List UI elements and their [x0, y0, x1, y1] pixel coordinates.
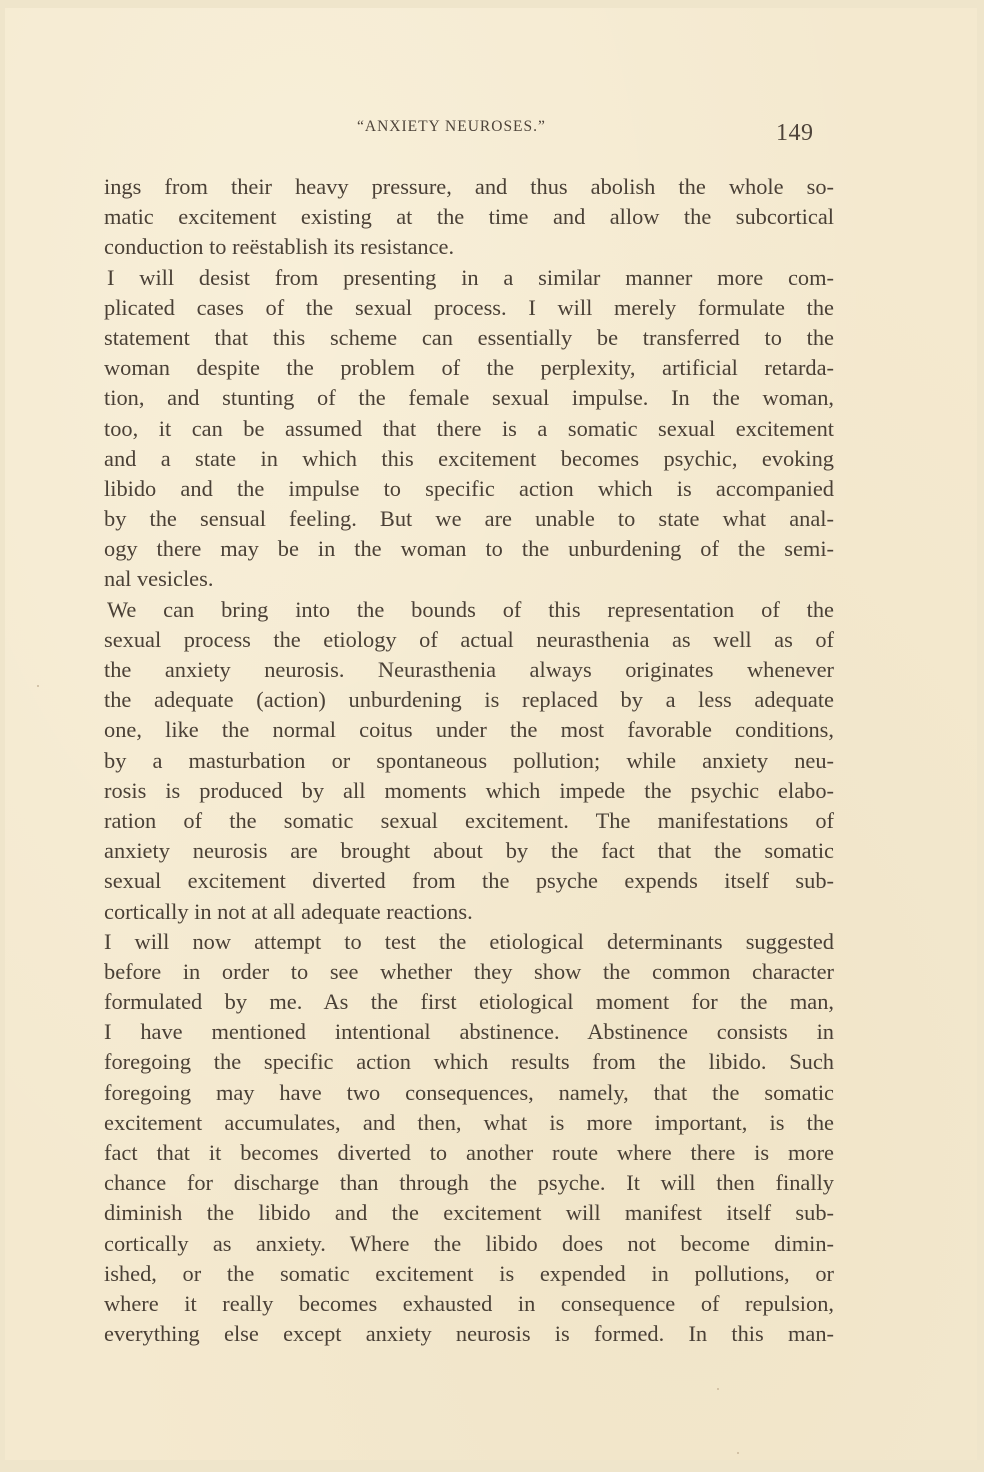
text-line: woman despite the problem of the perplexity, artificial retarda- — [104, 355, 834, 381]
text-line: nal vesicles. — [104, 566, 214, 592]
running-title: “ANXIETY NEUROSES.” — [357, 118, 546, 135]
paragraph-3 — [104, 595, 834, 927]
text-line: We can bring into the bounds of this representation of the — [107, 596, 834, 622]
text-line: sexual process the etiology of actual neurasthenia as well as of — [104, 626, 834, 652]
paper-speck — [37, 685, 39, 687]
text-line: everything else except anxiety neurosis is formed. In this man- — [104, 1321, 834, 1347]
text-line: plicated cases of the sexual process. I will merely formulate the — [104, 294, 834, 320]
text-line: the adequate (action) unburdening is replaced by a less adequate — [104, 687, 834, 713]
text-line: formulated by me. As the first etiological moment for the man, — [104, 989, 834, 1015]
text-line: I will now attempt to test the etiological determinants suggested — [104, 928, 834, 954]
paragraph-4 — [104, 927, 834, 1350]
text-line: tion, and stunting of the female sexual impulse. In the woman, — [104, 385, 834, 411]
text-line: where it really becomes exhausted in consequence of repulsion, — [104, 1290, 834, 1316]
text-line: I have mentioned intentional abstinence. Abstinence consists in — [104, 1019, 834, 1045]
paragraph-2 — [104, 263, 834, 595]
text-line: conduction to reëstablish its resistance. — [104, 234, 455, 260]
paragraph-1 — [104, 172, 834, 263]
text-line: sexual excitement diverted from the psyche expends itself sub- — [104, 868, 834, 894]
text-line: too, it can be assumed that there is a somatic sexual excitement — [104, 415, 834, 441]
text-line: cortically as anxiety. Where the libido does not become dimin- — [104, 1230, 834, 1256]
text-line: diminish the libido and the excitement will manifest itself sub- — [104, 1200, 834, 1226]
text-line: chance for discharge than through the psyche. It will then finally — [104, 1170, 834, 1196]
page-number: 149 — [776, 120, 814, 146]
text-line: ished, or the somatic excitement is expended in pollutions, or — [104, 1260, 834, 1286]
text-line: excitement accumulates, and then, what is more important, is the — [104, 1109, 834, 1135]
text-line: ings from their heavy pressure, and thus abolish the whole so- — [104, 174, 834, 199]
text-line: libido and the impulse to specific action which is accompanied — [104, 475, 834, 501]
text-line: by a masturbation or spontaneous pollution; while anxiety neu- — [104, 747, 834, 773]
text-line: foregoing the specific action which results from the libido. Such — [104, 1049, 834, 1075]
paper-speck — [717, 1388, 719, 1390]
text-line: fact that it becomes diverted to another route where there is more — [104, 1140, 834, 1165]
body-text — [104, 172, 834, 1349]
text-line: before in order to see whether they show the common character — [104, 958, 834, 984]
text-line: by the sensual feeling. But we are unable to state what anal- — [104, 506, 834, 532]
text-line: statement that this scheme can essentially be transferred to the — [104, 324, 834, 350]
text-line: matic excitement existing at the time and allow the subcortical — [104, 204, 834, 230]
text-line: the anxiety neurosis. Neurasthenia always originates whenever — [104, 657, 834, 682]
text-line: ration of the somatic sexual excitement. The manifestations of — [104, 807, 834, 833]
text-line: ogy there may be in the woman to the unburdening of the semi- — [104, 536, 834, 562]
text-line: rosis is produced by all moments which impede the psychic elabo- — [104, 777, 834, 803]
text-line: foregoing may have two consequences, namely, that the somatic — [104, 1079, 834, 1105]
text-line: and a state in which this excitement becomes psychic, evoking — [104, 445, 834, 471]
text-line: cortically in not at all adequate reactions. — [104, 898, 473, 924]
text-line: one, like the normal coitus under the most favorable conditions, — [104, 717, 834, 743]
text-line: anxiety neurosis are brought about by the fact that the somatic — [104, 838, 834, 864]
text-line: I will desist from presenting in a similar manner more com- — [107, 264, 834, 290]
paper-speck — [737, 1452, 739, 1454]
